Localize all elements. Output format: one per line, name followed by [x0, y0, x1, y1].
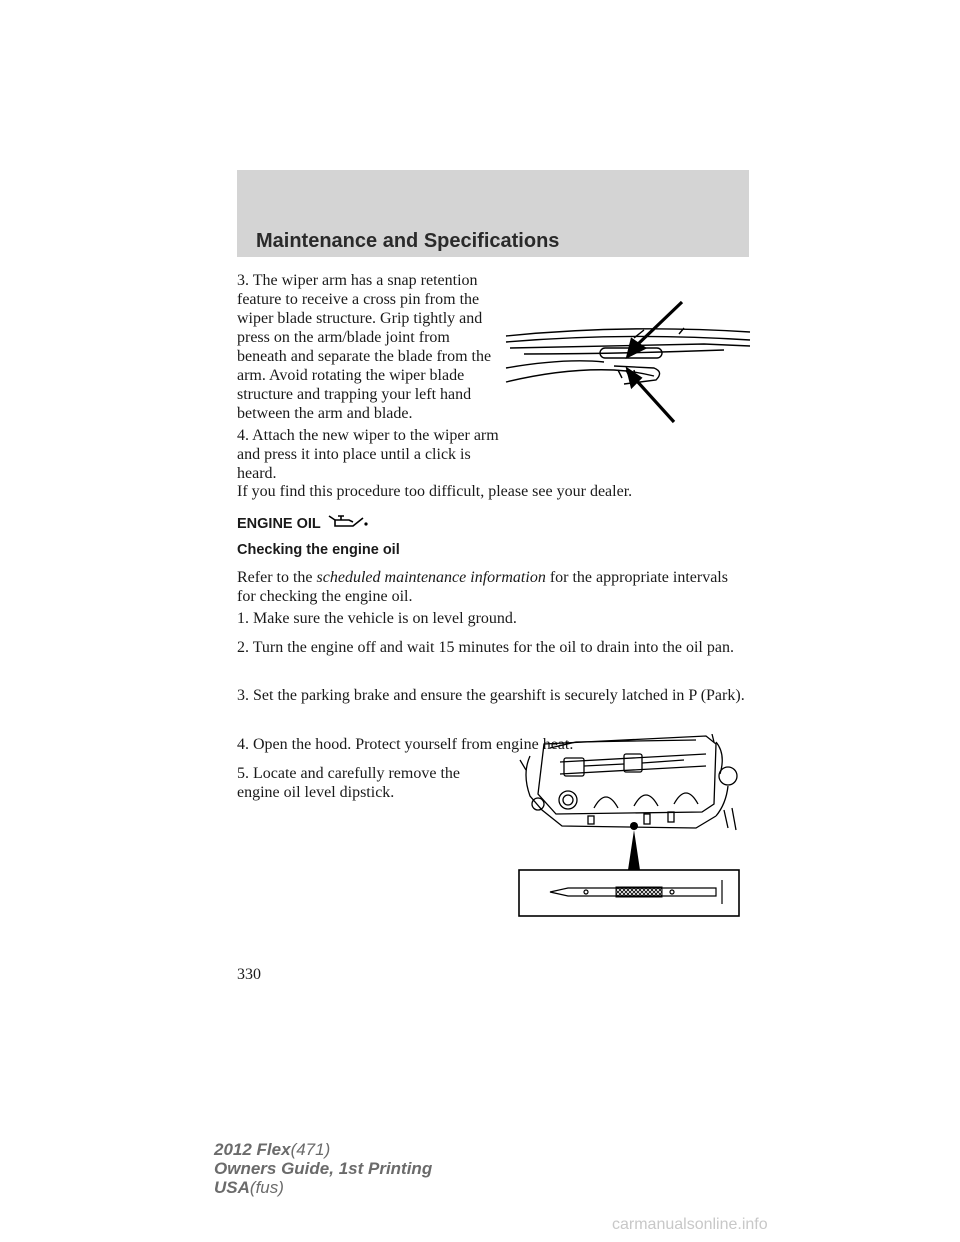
footer-line-3: [214, 1178, 284, 1198]
dealer-note: If you find this procedure too difficult, please see your dealer.: [237, 483, 633, 500]
footer-line-1: [214, 1140, 330, 1160]
watermark: carmanualsonline.info: [612, 1216, 768, 1233]
footer-model: 2012 Flex: [214, 1140, 291, 1159]
footer-region-code: (fus): [249, 1178, 284, 1197]
wiper-step-3: 3. The wiper arm has a snap retention feature to receive a cross pin from the wiper blade structure. Grip tightly and press on the arm/blade joint from beneath and separate the blade from the arm. Avoid rotating the wiper blade structure and trapping your left hand between the arm and blade.: [237, 272, 492, 422]
engine-oil-heading-text: ENGINE OIL: [237, 516, 321, 532]
engine-oil-intro: [237, 568, 747, 606]
footer-region: USA: [214, 1178, 250, 1197]
page-number: 330: [237, 966, 261, 983]
oil-step-1: 1. Make sure the vehicle is on level ground.: [237, 610, 517, 627]
wiper-step-4: 4. Attach the new wiper to the wiper arm and press it into place until a click is heard.: [237, 427, 499, 482]
intro-after: for the appropriate intervals for checking the engine oil.: [237, 569, 728, 605]
oil-step-5: 5. Locate and carefully remove the engine oil level dipstick.: [237, 765, 460, 801]
footer-line-2: [214, 1159, 432, 1179]
oil-step-3: 3. Set the parking brake and ensure the gearshift is securely latched in P (Park).: [237, 687, 745, 704]
section-title: Maintenance and Specifications: [256, 230, 560, 252]
footer-edition: Owners Guide, 1st Printing: [214, 1159, 433, 1178]
oil-step-2: 2. Turn the engine off and wait 15 minutes for the oil to drain into the oil pan.: [237, 639, 734, 656]
section-header: [237, 170, 749, 257]
footer-code: (471): [290, 1140, 331, 1159]
oil-step-4: 4. Open the hood. Protect yourself from engine heat.: [237, 736, 574, 753]
checking-oil-subheading: Checking the engine oil: [237, 542, 400, 558]
oil-can-icon: [327, 512, 369, 530]
wiper-arm-illustration: [504, 296, 752, 426]
engine-dipstick-illustration: [516, 734, 744, 918]
scheduled-maintenance-reference: scheduled maintenance information: [316, 569, 546, 586]
engine-oil-heading: [237, 512, 369, 532]
intro-before: Refer to the: [237, 569, 317, 586]
